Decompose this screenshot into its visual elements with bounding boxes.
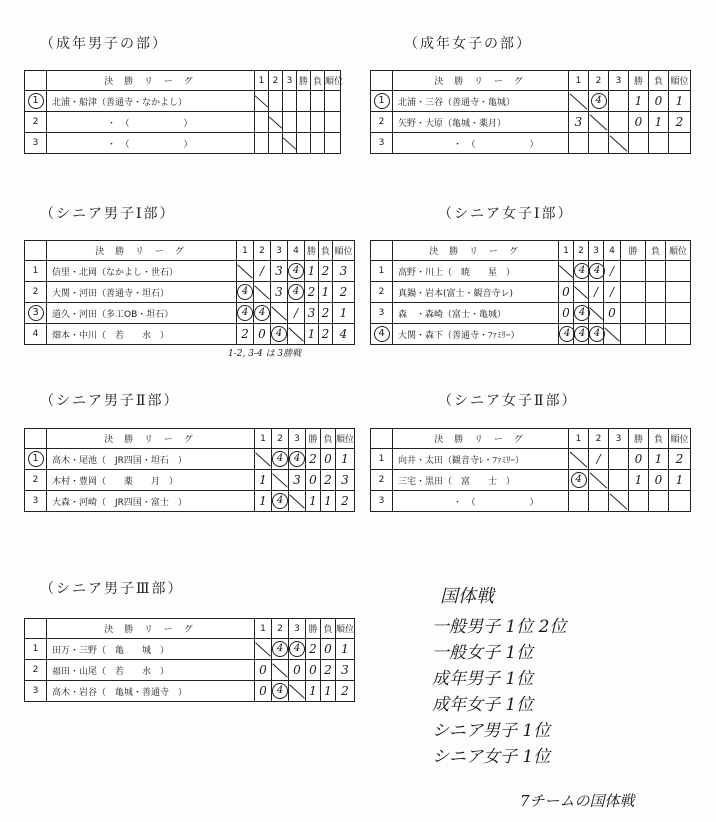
header-col-1: 1 [255, 71, 269, 91]
pair-name: 北浦・船津（善通寺・なかよし） [47, 91, 255, 112]
header-league: 決 勝 リ ー グ [393, 429, 569, 449]
win-circle-mark: 4 [288, 284, 304, 300]
handwritten-line: 一般男子 1位 2位 [432, 617, 567, 637]
table-row: 1 高木・尾池（ JR四国・坦石 ） 4 4 2 0 1 [25, 449, 355, 470]
pair-name: 田万・三野（ 亀 城 ） [47, 639, 255, 660]
win-circle-mark: 4 [559, 326, 575, 342]
section-title-seinen-danshi: （成年男子の部） [40, 36, 168, 52]
table-row: 2 木村・豊岡（ 薬 月 ） 1 3 0 2 3 [25, 470, 355, 491]
pair-name: 高木・岩谷（ 亀城・善通寺 ） [47, 681, 255, 702]
header-col-3: 3 [283, 71, 297, 91]
league-table-senior-joshi-2: 決 勝 リ ー グ 1 2 3 勝 負 順位 1 向井・太田（観音寺ﾚ・ﾌｧﾐﾘｰ） / 0 1 2 2 三宅・黒田（ 富 士 ） 4 1 0 1 3 ・ （ ） [370, 428, 691, 512]
header-lose: 負 [311, 71, 325, 91]
handwritten-line: 成年女子 1位 [432, 695, 534, 715]
pair-name: 大森・河崎（ JR四国・富士 ） [47, 491, 255, 512]
win-circle-mark: 4 [237, 305, 253, 321]
winner-circle-mark: 1 [28, 451, 44, 467]
win-circle-mark: 4 [272, 451, 288, 467]
table-row: 3 ・ （ ） [371, 133, 691, 154]
win-circle-mark: 4 [254, 305, 270, 321]
pair-name: 畑本・中川（ 若 水 ） [47, 324, 237, 345]
win-circle-mark: 4 [591, 93, 607, 109]
table-row [25, 91, 341, 112]
header-win: 勝 [297, 71, 311, 91]
pair-name: 矢野・大原（亀城・薬月） [393, 112, 569, 133]
handwritten-line: 成年男子 1位 [432, 669, 534, 689]
section-title-senior-joshi-1: （シニア女子Ⅰ部） [438, 206, 574, 222]
handwritten-heading: 国体戦 [440, 586, 494, 607]
table-row: 1 田万・三野（ 亀 城 ） 4 4 2 0 1 [25, 639, 355, 660]
table-row: 3 ・ （ ） [371, 491, 691, 512]
pair-name: ・ （ ） [393, 491, 569, 512]
section-title-senior-danshi-2: （シニア男子Ⅱ部） [40, 393, 180, 409]
win-circle-mark: 4 [271, 326, 287, 342]
pair-name: 大関・河田（善通寺・坦石） [47, 282, 237, 303]
table-row: 2 ・ （ ） [25, 112, 341, 133]
header-league: 決 勝 リ ー グ [47, 71, 255, 91]
winner-circle-mark: 1 [374, 93, 390, 109]
header-league: 決 勝 リ ー グ [47, 429, 255, 449]
header-league: 決 勝 リ ー グ [393, 71, 569, 91]
table-row [371, 324, 691, 345]
league-table-seinen-joshi: 決 勝 リ ー グ 1 2 3 勝 負 順位 1 北浦・三谷（善通寺・亀城） 4 1 0 1 2 矢野・大原（亀城・薬月） 3 0 1 2 3 ・ （ ） [370, 70, 691, 154]
win-circle-mark: 4 [589, 326, 605, 342]
handwritten-footer: 7チームの国体戦 [520, 792, 635, 810]
table-row: 4 畑本・中川（ 若 水 ） 2 0 4 1 2 4 [25, 324, 355, 345]
header-rank: 順位 [325, 71, 341, 91]
header-col-2: 2 [269, 71, 283, 91]
league-table-seinen-danshi [24, 70, 344, 154]
section-title-senior-joshi-2: （シニア女子Ⅱ部） [438, 393, 578, 409]
handwritten-line: シニア男子 1位 [432, 721, 551, 741]
pair-name: 向井・太田（観音寺ﾚ・ﾌｧﾐﾘｰ） [393, 449, 569, 470]
pair-name: 大関・森下（善通寺・ﾌｧﾐﾘｰ） [393, 324, 559, 345]
win-circle-mark: 4 [289, 641, 305, 657]
pair-name: 福田・山尾（ 若 水 ） [47, 660, 255, 681]
match-format-note: 1-2, 3-4 は 3勝戦 [228, 349, 302, 359]
win-circle-mark: 4 [289, 451, 305, 467]
win-circle-mark: 4 [272, 683, 288, 699]
pair-name: 高木・尾池（ JR四国・坦石 ） [47, 449, 255, 470]
header-league: 決 勝 リ ー グ [393, 241, 559, 261]
league-table-senior-danshi-3: 決 勝 リ ー グ 1 2 3 勝 負 順位 1 田万・三野（ 亀 城 ） 4 4 2 0 1 2 福田・山尾（ 若 水 ） 0 0 0 2 3 3 高木・岩谷（ 亀城・善通寺 ） 0 4 1 1 2 [24, 618, 355, 702]
section-title-senior-danshi-1: （シニア男子Ⅰ部） [40, 206, 176, 222]
win-circle-mark: 4 [589, 263, 605, 279]
table-row: 1 向井・太田（観音寺ﾚ・ﾌｧﾐﾘｰ） / 0 1 2 [371, 449, 691, 470]
winner-circle-mark: 4 [374, 326, 390, 342]
section-title-senior-danshi-3: （シニア男子Ⅲ部） [40, 581, 184, 597]
handwritten-line: 一般女子 1位 [432, 643, 534, 663]
win-circle-mark: 4 [288, 263, 304, 279]
pair-name: 三宅・黒田（ 富 士 ） [393, 470, 569, 491]
winner-circle-mark: 3 [28, 305, 44, 321]
pair-name: 木村・豊岡（ 薬 月 ） [47, 470, 255, 491]
table-row: 2 真鍋・岩本(富士・観音寺レ) 0 / / [371, 282, 691, 303]
pair-name: ・ （ ） [47, 112, 255, 133]
table-row: 1 高野・川上（ 暁 星 ） 4 4 / [371, 261, 691, 282]
table-row: 2 福田・山尾（ 若 水 ） 0 0 0 2 3 [25, 660, 355, 681]
win-circle-mark: 4 [574, 305, 590, 321]
table-row: 2 三宅・黒田（ 富 士 ） 4 1 0 1 [371, 470, 691, 491]
pair-name: ・ （ ） [393, 133, 569, 154]
league-table-senior-danshi-1: 決 勝 リ ー グ 1 2 3 4 勝 負 順位 1 信里・北岡（なかよし・世石） / 3 4 1 2 3 2 大関・河田（善通寺・坦石） 4 3 4 2 1 2 3 道久・河田（多工OB・坦石） 4 4 / 3 2 1 4 畑本・中川（ 若 水 ） 2 0 4 1 2 4 [24, 240, 355, 345]
pair-name: ・ （ ） [47, 133, 255, 154]
table-row: 3 高木・岩谷（ 亀城・善通寺 ） 0 4 1 1 2 [25, 681, 355, 702]
table-row: 1 信里・北岡（なかよし・世石） / 3 4 1 2 3 [25, 261, 355, 282]
pair-name: 真鍋・岩本(富士・観音寺レ) [393, 282, 559, 303]
handwritten-line: シニア女子 1位 [432, 747, 551, 767]
winner-circle-mark: 1 [28, 93, 44, 109]
table-row: 3 ・ （ ） [25, 133, 341, 154]
pair-name: 北浦・三谷（善通寺・亀城） [393, 91, 569, 112]
table-row: 2 大関・河田（善通寺・坦石） 4 3 4 2 1 2 [25, 282, 355, 303]
header-league: 決 勝 リ ー グ [47, 241, 237, 261]
win-circle-mark: 4 [571, 472, 587, 488]
pair-name: 信里・北岡（なかよし・世石） [47, 261, 237, 282]
table-row: 3 道久・河田（多工OB・坦石） 4 4 / 3 2 1 [25, 303, 355, 324]
header-league: 決 勝 リ ー グ [47, 619, 255, 639]
table-row: 3 大森・河崎（ JR四国・富士 ） 1 4 1 1 2 [25, 491, 355, 512]
section-title-seinen-joshi: （成年女子の部） [404, 36, 532, 52]
pair-name: 道久・河田（多工OB・坦石） [47, 303, 237, 324]
table-row: 2 矢野・大原（亀城・薬月） 3 0 1 2 [371, 112, 691, 133]
league-table-senior-joshi-1: 決 勝 リ ー グ 1 2 3 4 勝 負 順位 1 高野・川上（ 暁 星 ） 4 4 / 2 真鍋・岩本(富士・観音寺レ) 0 / / 3 森 ・森崎（富士・亀城） 0 4 0 4 大関・森下（善通寺・ﾌｧﾐﾘｰ） 4 4 4 [370, 240, 691, 345]
win-circle-mark: 4 [574, 263, 590, 279]
win-circle-mark: 4 [272, 641, 288, 657]
pair-name: 高野・川上（ 暁 星 ） [393, 261, 559, 282]
pair-name: 森 ・森崎（富士・亀城） [393, 303, 559, 324]
league-table-senior-danshi-2: 決 勝 リ ー グ 1 2 3 勝 負 順位 1 高木・尾池（ JR四国・坦石 ） 4 4 2 0 1 2 木村・豊岡（ 薬 月 ） 1 3 0 2 3 3 大森・河崎（ JR四国・富士 ） 1 4 1 1 2 [24, 428, 355, 512]
table-row: 3 森 ・森崎（富士・亀城） 0 4 0 [371, 303, 691, 324]
win-circle-mark: 4 [272, 493, 288, 509]
win-circle-mark: 4 [574, 326, 590, 342]
table-row: 1 北浦・三谷（善通寺・亀城） 4 1 0 1 [371, 91, 691, 112]
win-circle-mark: 4 [237, 284, 253, 300]
